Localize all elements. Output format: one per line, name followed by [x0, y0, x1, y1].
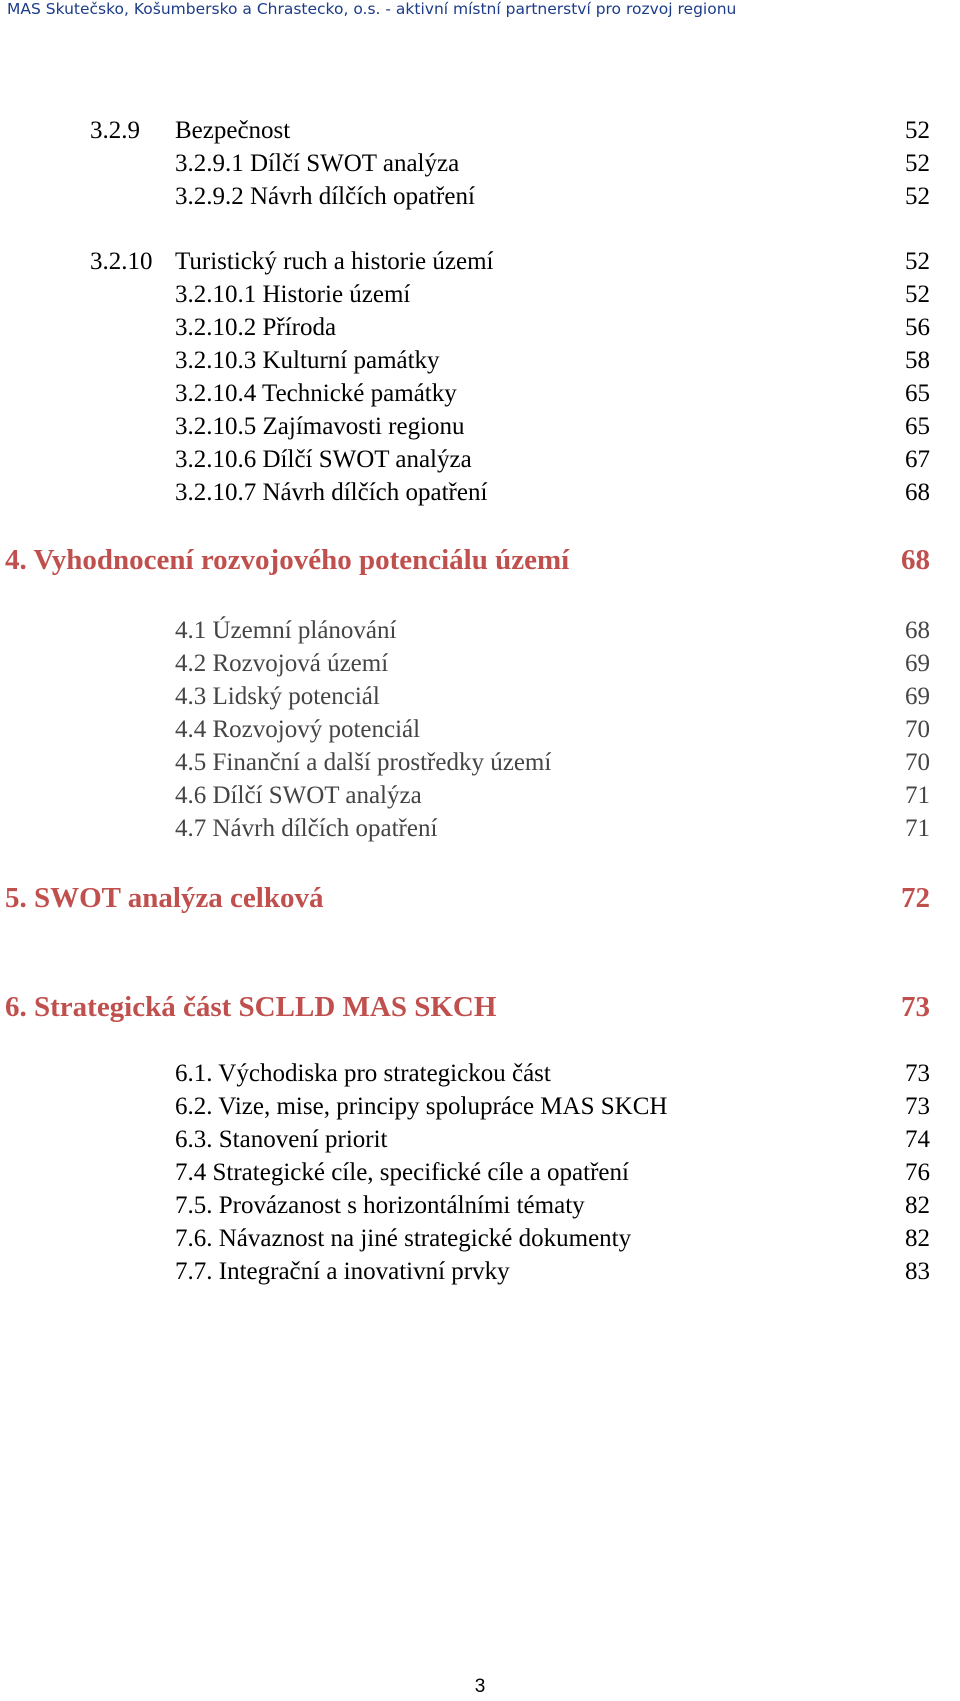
toc-chapter-page: 73 — [901, 991, 930, 1023]
toc-entry: 3.2.10.6 Dílčí SWOT analýza — [175, 446, 472, 473]
toc-entry: 4.2 Rozvojová území — [175, 650, 389, 677]
toc-chapter-heading: 6. Strategická část SCLLD MAS SKCH — [5, 991, 497, 1023]
toc-entry-page: 82 — [905, 1192, 930, 1219]
toc-entry-page: 73 — [905, 1093, 930, 1120]
toc-entry: 3.2.9.2 Návrh dílčích opatření — [175, 183, 475, 210]
toc-entry: 3.2.10.7 Návrh dílčích opatření — [175, 479, 488, 506]
toc-entry: 4.1 Územní plánování — [175, 617, 397, 644]
toc-entry-page: 58 — [905, 347, 930, 374]
toc-entry-title: Bezpečnost — [175, 117, 291, 144]
toc-entry-page: 74 — [905, 1126, 930, 1153]
toc-chapter-page: 68 — [901, 544, 930, 576]
toc-entry-page: 67 — [905, 446, 930, 473]
toc-entry-page: 70 — [905, 716, 930, 743]
page-number: 3 — [474, 1676, 486, 1697]
toc-entry-page: 69 — [905, 650, 930, 677]
toc-entry-page: 76 — [905, 1159, 930, 1186]
toc-entry-page: 69 — [905, 683, 930, 710]
toc-entry: 4.4 Rozvojový potenciál — [175, 716, 421, 743]
toc-entry-page: 65 — [905, 380, 930, 407]
toc-entry-page: 52 — [905, 248, 930, 275]
toc-entry-number: 3.2.9 — [90, 117, 140, 144]
toc-entry-page: 70 — [905, 749, 930, 776]
toc-entry-page: 52 — [905, 183, 930, 210]
toc-entry-page: 56 — [905, 314, 930, 341]
toc-entry-page: 52 — [905, 117, 930, 144]
toc-entry: 3.2.10.3 Kulturní památky — [175, 347, 440, 374]
toc-entry-page: 71 — [905, 815, 930, 842]
toc-entry: 7.4 Strategické cíle, specifické cíle a opatření — [175, 1159, 629, 1186]
running-header: MAS Skutečsko, Košumbersko a Chrastecko, o.s. - aktivní místní partnerství pro rozvoj regionu — [7, 0, 737, 18]
toc-entry: 4.3 Lidský potenciál — [175, 683, 380, 710]
toc-entry-page: 83 — [905, 1258, 930, 1285]
toc-entry: 3.2.10.1 Historie území — [175, 281, 411, 308]
toc-entry: 7.5. Provázanost s horizontálními tématy — [175, 1192, 585, 1219]
toc-entry: 4.7 Návrh dílčích opatření — [175, 815, 438, 842]
toc-chapter-page: 72 — [901, 882, 930, 914]
toc-entry: 6.3. Stanovení priorit — [175, 1126, 388, 1153]
toc-entry: 3.2.10.4 Technické památky — [175, 380, 457, 407]
toc-entry: 7.7. Integrační a inovativní prvky — [175, 1258, 510, 1285]
toc-entry: 6.2. Vize, mise, principy spolupráce MAS SKCH — [175, 1093, 668, 1120]
toc-entry: 3.2.10.5 Zajímavosti regionu — [175, 413, 465, 440]
toc-entry: 7.6. Návaznost na jiné strategické dokumenty — [175, 1225, 632, 1252]
toc-entry-number: 3.2.10 — [90, 248, 153, 275]
toc-entry: 4.6 Dílčí SWOT analýza — [175, 782, 422, 809]
toc-entry: 3.2.10.2 Příroda — [175, 314, 337, 341]
toc-entry-page: 68 — [905, 617, 930, 644]
toc-entry-page: 65 — [905, 413, 930, 440]
toc-entry-title: Turistický ruch a historie území — [175, 248, 494, 275]
toc-entry-page: 71 — [905, 782, 930, 809]
toc-entry-page: 68 — [905, 479, 930, 506]
toc-entry-page: 73 — [905, 1060, 930, 1087]
toc-entry-page: 82 — [905, 1225, 930, 1252]
toc-entry: 4.5 Finanční a další prostředky území — [175, 749, 552, 776]
toc-chapter-heading: 5. SWOT analýza celková — [5, 882, 324, 914]
toc-chapter-heading: 4. Vyhodnocení rozvojového potenciálu území — [5, 544, 570, 576]
toc-entry: 6.1. Východiska pro strategickou část — [175, 1060, 551, 1087]
toc-entry: 3.2.9.1 Dílčí SWOT analýza — [175, 150, 460, 177]
toc-entry-page: 52 — [905, 281, 930, 308]
toc-entry-page: 52 — [905, 150, 930, 177]
